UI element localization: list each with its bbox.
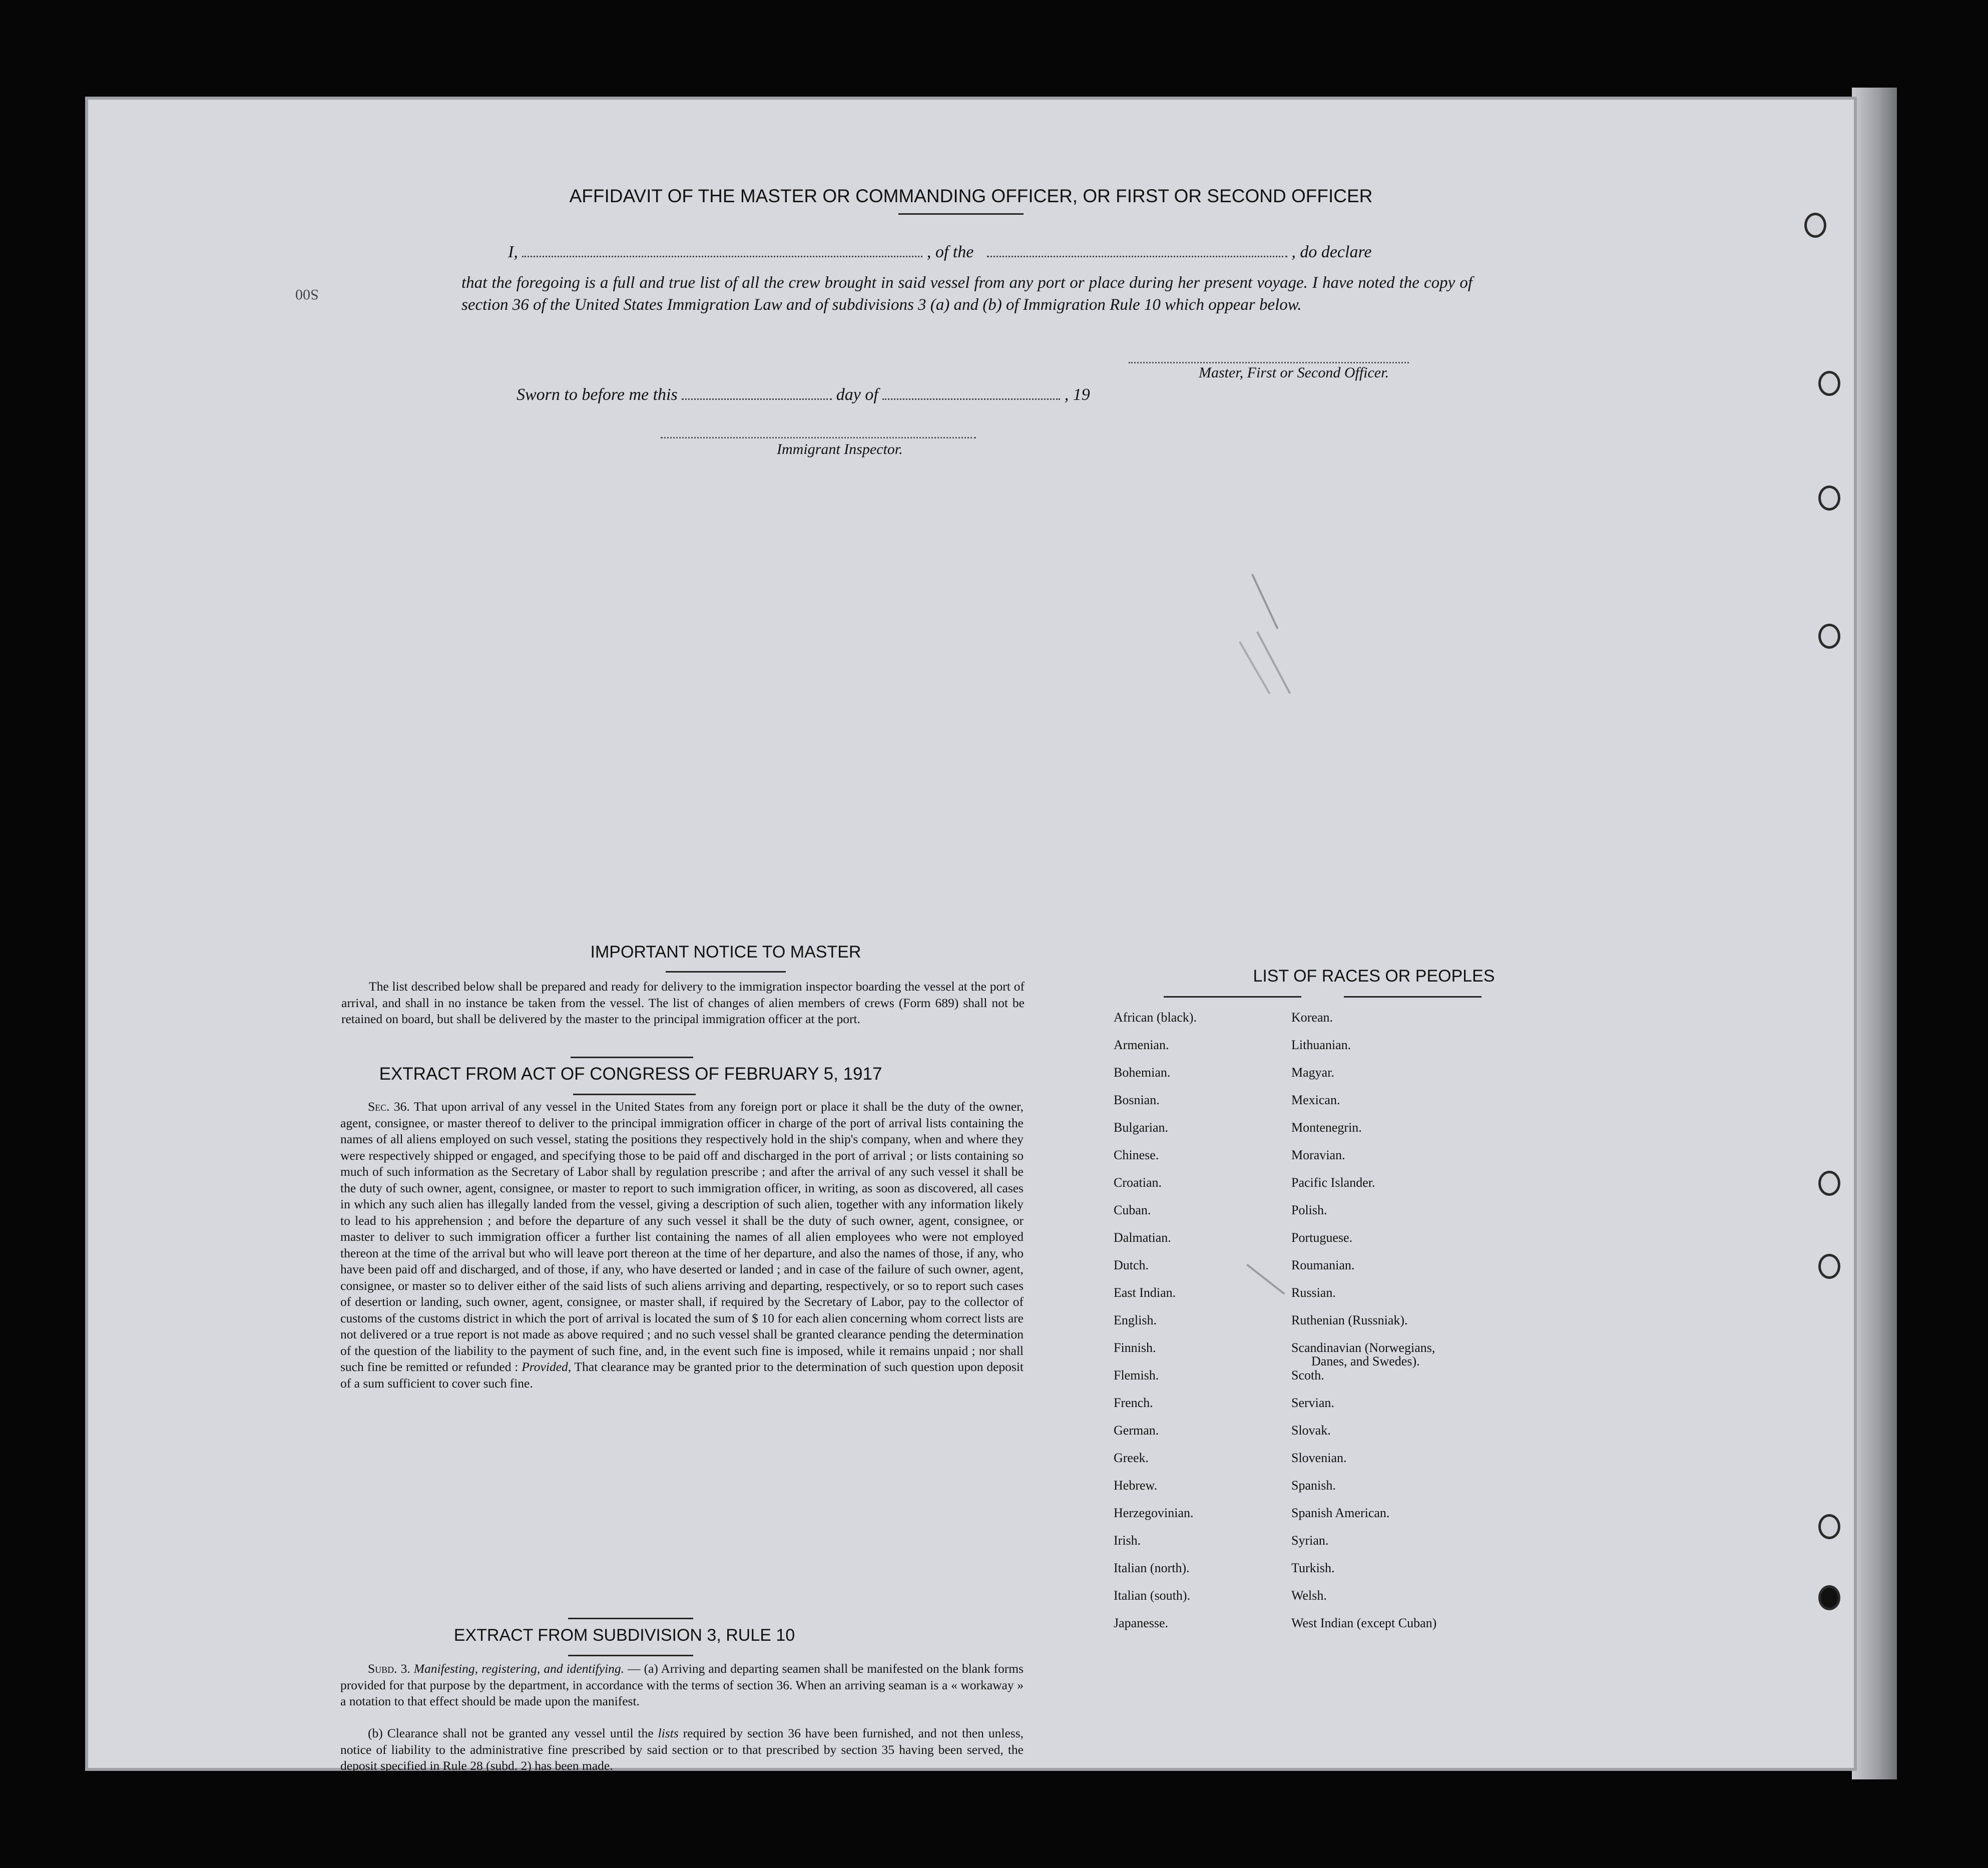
race-item: Japanesse.: [1114, 1616, 1169, 1630]
binder-hole: [1818, 1171, 1840, 1196]
binder-hole: [1818, 486, 1840, 511]
rule-para-b-end: required by section 36 have been furnished, and not then unless, notice of liability to the administrative fine prescribed by said section or to that prescribed by section 35 having been served, the deposit specified in Rule 28 (subd. 2) has been made.: [340, 1726, 1024, 1773]
race-item: Italian (south).: [1114, 1588, 1191, 1603]
race-item: French.: [1114, 1395, 1153, 1410]
race-item: East Indian.: [1114, 1285, 1176, 1300]
binder-hole: [1818, 1585, 1840, 1610]
binder-hole: [1818, 624, 1840, 649]
race-item: Servian.: [1291, 1395, 1334, 1410]
affidavit-title: AFFIDAVIT OF THE MASTER OR COMMANDING OFFICER, OR FIRST OR SECOND OFFICER: [569, 186, 1373, 206]
race-item: Irish.: [1114, 1533, 1141, 1548]
i-label: I,: [508, 243, 518, 261]
rule-top-rule: [568, 1618, 693, 1619]
race-item: Pacific Islander.: [1291, 1175, 1375, 1190]
race-item: Scoth.: [1291, 1368, 1324, 1382]
act-top-rule: [571, 1057, 693, 1058]
rule-title: EXTRACT FROM SUBDIVISION 3, RULE 10: [453, 1626, 795, 1645]
sworn-prefix: Sworn to before me this: [517, 385, 678, 404]
race-item: Danes, and Swedes).: [1311, 1354, 1420, 1368]
race-item: Magyar.: [1291, 1065, 1334, 1080]
race-item: Turkish.: [1291, 1561, 1335, 1575]
race-item: Flemish.: [1114, 1368, 1159, 1382]
sworn-day-label: day of: [836, 385, 878, 404]
notice-underline: [666, 971, 786, 973]
inspector-signature-label: Immigrant Inspector.: [777, 441, 903, 457]
rule-underline: [568, 1655, 693, 1656]
act-body: That upon arrival of any vessel in the United States from any foreign port or place it shall be the duty of the owner, agent, consignee, or master thereof to deliver to the principal immigration officer in charge of the port of arrival lists containing the names of all aliens employed on such vessel, stating the positions they respectively hold in the ship's company, when and where they were respectively shipped or engaged, and specifying those to be paid off and discharged in the port of arrival ; or lists containing so much of such information as the Secretary of Labor shall by regulation prescribe ; and after the arrival of any such vessel it shall be the duty of such owner, agent, consignee, or master to report to such immigration officer, in writing, as soon as discovered, all cases in which any such alien has illegally landed from the vessel, giving a description of such alien, together with any information likely to lead to his apprehension ; and before the departure of any such vessel it shall be the duty of such owner, agent, consignee, or master to deliver to such immigration officer a further list containing the names of all alien employees who were not employed thereon at the time of the arrival but who will leave port thereon at the time of her departure, and also the names of those, if any, who have been paid off and discharged, and of those, if any, who have deserted or landed ; and in case of the failure of such owner, agent, consignee, or master so to deliver either of the said lists of such aliens arriving and departing, respectively, or so to report such cases of desertion or landing, such owner, agent, consignee, or master shall, if required by the Secretary of Labor, pay to the collector of customs of the customs district in which the port of arrival is located the sum of $ 10 for each alien concerning whom correct lists are not delivered or a true report is not made as above required ; and no such vessel shall be granted clearance pending the determination of the question of the liability to the payment of such fine, and, in the event such fine is imposed, while it remains unpaid ; nor shall such fine be remitted or refunded :: [340, 1099, 1024, 1374]
race-item: Dalmatian.: [1114, 1230, 1171, 1245]
vessel-field[interactable]: [987, 252, 1287, 257]
race-item: Syrian.: [1291, 1533, 1329, 1548]
race-item: Bulgarian.: [1114, 1120, 1169, 1135]
race-item: Welsh.: [1291, 1588, 1327, 1603]
race-item: Italian (north).: [1114, 1561, 1190, 1575]
binder-hole: [1818, 1514, 1840, 1539]
sworn-month-field[interactable]: [882, 394, 1060, 400]
rule-para-b-italic: lists: [658, 1726, 679, 1740]
act-text: [340, 1099, 1024, 1391]
race-item: Chinese.: [1114, 1148, 1159, 1162]
race-item: Croatian.: [1114, 1175, 1162, 1190]
races-title: LIST OF RACES OR PEOPLES: [1253, 967, 1495, 986]
race-item: Polish.: [1291, 1203, 1327, 1217]
race-item: Russian.: [1291, 1285, 1336, 1300]
race-item: German.: [1114, 1423, 1159, 1438]
race-item: Moravian.: [1291, 1148, 1345, 1162]
race-item: Scandinavian (Norwegians,: [1291, 1340, 1435, 1355]
affidavit-statement: that the foregoing is a full and true list of all the crew brought in said vessel from any port or place during her present voyage. I have noted the copy of section 36 of the United States Immigration Law and of subdivisions 3 (a) and (b) of Immigration Rule 10 which oppear below.: [461, 274, 1472, 314]
race-item: Ruthenian (Russniak).: [1291, 1313, 1408, 1327]
race-item: Hebrew.: [1114, 1478, 1158, 1493]
rule-subdivision-label: Subd. 3.: [368, 1661, 410, 1676]
binder-hole: [1818, 1254, 1840, 1279]
binder-hole: [1804, 213, 1826, 238]
master-signature-line[interactable]: [1129, 362, 1409, 363]
act-provided: Provided,: [522, 1359, 572, 1374]
master-signature-label: Master, First or Second Officer.: [1199, 364, 1389, 381]
race-item: Dutch.: [1114, 1258, 1149, 1272]
sworn-year-label: , 19: [1064, 385, 1090, 404]
act-underline: [573, 1094, 696, 1095]
rule-para-b-start: (b) Clearance shall not be granted any vessel until the: [368, 1726, 654, 1740]
race-item: Montenegrin.: [1291, 1120, 1362, 1135]
race-item: Slovak.: [1291, 1423, 1331, 1438]
page-stack-edge: [1852, 88, 1897, 1779]
paper-mark: [1256, 631, 1291, 694]
race-item: Korean.: [1291, 1010, 1333, 1025]
margin-mark: S00: [295, 286, 319, 303]
of-the-label: , of the: [926, 243, 974, 261]
inspector-signature-line[interactable]: [661, 437, 976, 438]
race-item: Lithuanian.: [1291, 1038, 1351, 1052]
notice-text: The list described below shall be prepared and ready for delivery to the immigration inspector boarding the vessel at the port of arrival, and shall in no instance be taken from the vessel. The list of changes of alien members of crews (Form 689) shall not be retained on board, but shall be delivered by the master to the principal immigration officer at the port.: [341, 979, 1025, 1026]
sworn-day-field[interactable]: [682, 394, 832, 400]
binder-hole: [1818, 371, 1840, 396]
rule-text-b: [340, 1725, 1024, 1774]
race-item: English.: [1114, 1313, 1157, 1327]
title-underline: [898, 213, 1024, 215]
race-item: Greek.: [1114, 1451, 1149, 1465]
act-section-label: Sec. 36.: [368, 1099, 410, 1114]
act-title: EXTRACT FROM ACT OF CONGRESS OF FEBRUARY 5, 1917: [379, 1064, 882, 1084]
race-item: Finnish.: [1114, 1340, 1156, 1355]
rule-italic-head: Manifesting, registering, and identifying.: [413, 1661, 625, 1676]
race-item: Roumanian.: [1291, 1258, 1355, 1272]
races-underline-right: [1344, 996, 1481, 998]
race-item: Cuban.: [1114, 1203, 1151, 1217]
affidavit-line-1: [508, 243, 1372, 262]
race-item: Bohemian.: [1114, 1065, 1171, 1080]
notice-title: IMPORTANT NOTICE TO MASTER: [590, 943, 861, 962]
race-item: Portuguese.: [1291, 1230, 1353, 1245]
races-underline-left: [1164, 996, 1301, 998]
sworn-line: [517, 385, 1090, 404]
rule-para-a: — (a) Arriving and departing seamen shall be manifested on the blank forms provided for that purpose by the department, in accordance with the terms of section 36. When an arriving seaman is a « workaway » a notation to that effect should be made upon the manifest.: [340, 1661, 1024, 1708]
race-item: Spanish.: [1291, 1478, 1336, 1493]
race-item: Armenian.: [1114, 1038, 1169, 1052]
race-item: West Indian (except Cuban): [1291, 1616, 1437, 1630]
race-item: Herzegovinian.: [1114, 1506, 1194, 1520]
race-item: African (black).: [1114, 1010, 1197, 1025]
paper-mark: [1251, 574, 1278, 629]
form-page: [85, 97, 1857, 1771]
declare-label: , do declare: [1291, 243, 1372, 261]
race-item: Mexican.: [1291, 1093, 1340, 1107]
race-item: Slovenian.: [1291, 1451, 1347, 1465]
rule-text: [340, 1661, 1024, 1710]
race-item: Spanish American.: [1291, 1506, 1390, 1520]
paper-mark: [1246, 1264, 1285, 1295]
name-field[interactable]: [522, 252, 922, 257]
race-item: Bosnian.: [1114, 1093, 1160, 1107]
act-tail: That clearance may be granted prior to the determination of such question upon deposit of a sum sufficient to cover such fine.: [340, 1359, 1024, 1390]
